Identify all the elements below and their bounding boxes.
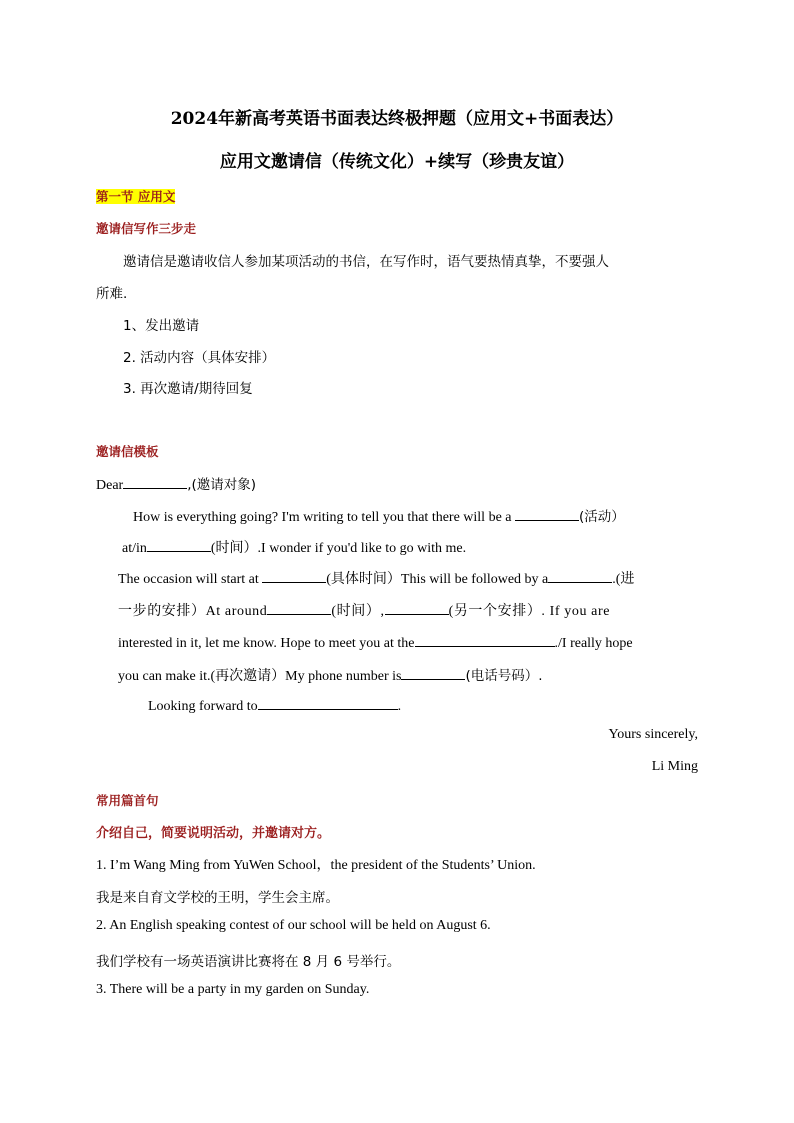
template-text: (具体时间）This will be followed by a bbox=[326, 572, 549, 587]
opener-en-3: 3. There will be a party in my garden on Sunday. bbox=[96, 982, 370, 997]
blank-time bbox=[147, 537, 211, 552]
template-text: (时间）.I wonder if you'd like to go with me. bbox=[210, 541, 467, 556]
intro-text-line-2: 所难. bbox=[96, 286, 128, 302]
document-subtitle: 应用文邀请信（传统文化）+续写（珍贵友谊） bbox=[219, 152, 575, 172]
template-text: . bbox=[397, 699, 402, 714]
template-text: The occasion will start at bbox=[118, 572, 263, 587]
template-line-1 bbox=[133, 505, 625, 526]
template-text: interested in it, let me know. Hope to meet you at the bbox=[118, 636, 415, 651]
greeting-note: ,(邀请对象) bbox=[187, 477, 257, 493]
template-line-2 bbox=[122, 537, 466, 557]
blank-recipient bbox=[123, 474, 187, 489]
template-text: .(进 bbox=[612, 572, 635, 587]
blank-activity bbox=[515, 506, 579, 521]
blank-start-time bbox=[262, 568, 326, 583]
template-text: (另一个安排）. If you are bbox=[448, 604, 611, 619]
opener-cn-2: 我们学校有一场英语演讲比赛将在 8 月 6 号举行。 bbox=[96, 954, 401, 970]
template-text: you can make it.(再次邀请）My phone number is bbox=[118, 669, 402, 684]
step-item-1: 1、发出邀请 bbox=[123, 318, 200, 334]
template-line-3 bbox=[118, 568, 634, 588]
greeting-dear: Dear bbox=[96, 478, 124, 493]
steps-heading: 邀请信写作三步走 bbox=[96, 221, 197, 236]
template-note: (电话号码）. bbox=[465, 668, 543, 684]
section-label: 第一节 应用文 bbox=[96, 189, 176, 204]
step-item-2: 2. 活动内容（具体安排） bbox=[123, 350, 276, 366]
template-text: ./I really hope bbox=[554, 636, 633, 651]
template-line-4 bbox=[118, 600, 610, 620]
blank-next-arrangement bbox=[548, 568, 612, 583]
template-text: Looking forward to bbox=[148, 699, 258, 714]
letter-closing: Yours sincerely, bbox=[608, 727, 698, 742]
blank-phone bbox=[401, 665, 465, 680]
blank-reply bbox=[258, 695, 398, 710]
section-heading bbox=[96, 187, 175, 205]
template-text: 一步的安排）At around bbox=[118, 604, 268, 619]
intro-text-line-1: 邀请信是邀请收信人参加某项活动的书信，在写作时，语气要热情真挚，不要强人 bbox=[123, 254, 609, 270]
opener-cn-1: 我是来自育文学校的王明，学生会主席。 bbox=[96, 890, 339, 906]
blank-place bbox=[415, 632, 555, 647]
template-text: at/in bbox=[122, 541, 147, 556]
blank-another-arrangement bbox=[385, 600, 449, 615]
template-heading: 邀请信模板 bbox=[96, 444, 159, 459]
template-text: How is everything going? I'm writing to tell you that there will be a bbox=[133, 510, 515, 525]
openers-heading: 常用篇首句 bbox=[96, 793, 159, 808]
template-greeting bbox=[96, 473, 256, 494]
template-note: (活动） bbox=[579, 509, 625, 525]
template-text: (时间）, bbox=[331, 604, 385, 619]
template-line-5 bbox=[118, 632, 633, 652]
step-item-3: 3. 再次邀请/期待回复 bbox=[123, 381, 253, 397]
opener-en-1: 1. I’m Wang Ming from YuWen School，the president of the Students’ Union. bbox=[96, 858, 536, 873]
document-title: 2024年新高考英语书面表达终极押题（应用文+书面表达） bbox=[170, 109, 624, 129]
opener-en-2: 2. An English speaking contest of our school will be held on August 6. bbox=[96, 918, 491, 933]
template-line-6 bbox=[118, 664, 543, 685]
template-line-7 bbox=[148, 695, 401, 715]
openers-subheading: 介绍自己，简要说明活动，并邀请对方。 bbox=[96, 826, 331, 841]
letter-signature: Li Ming bbox=[651, 759, 698, 774]
blank-around-time bbox=[267, 600, 331, 615]
